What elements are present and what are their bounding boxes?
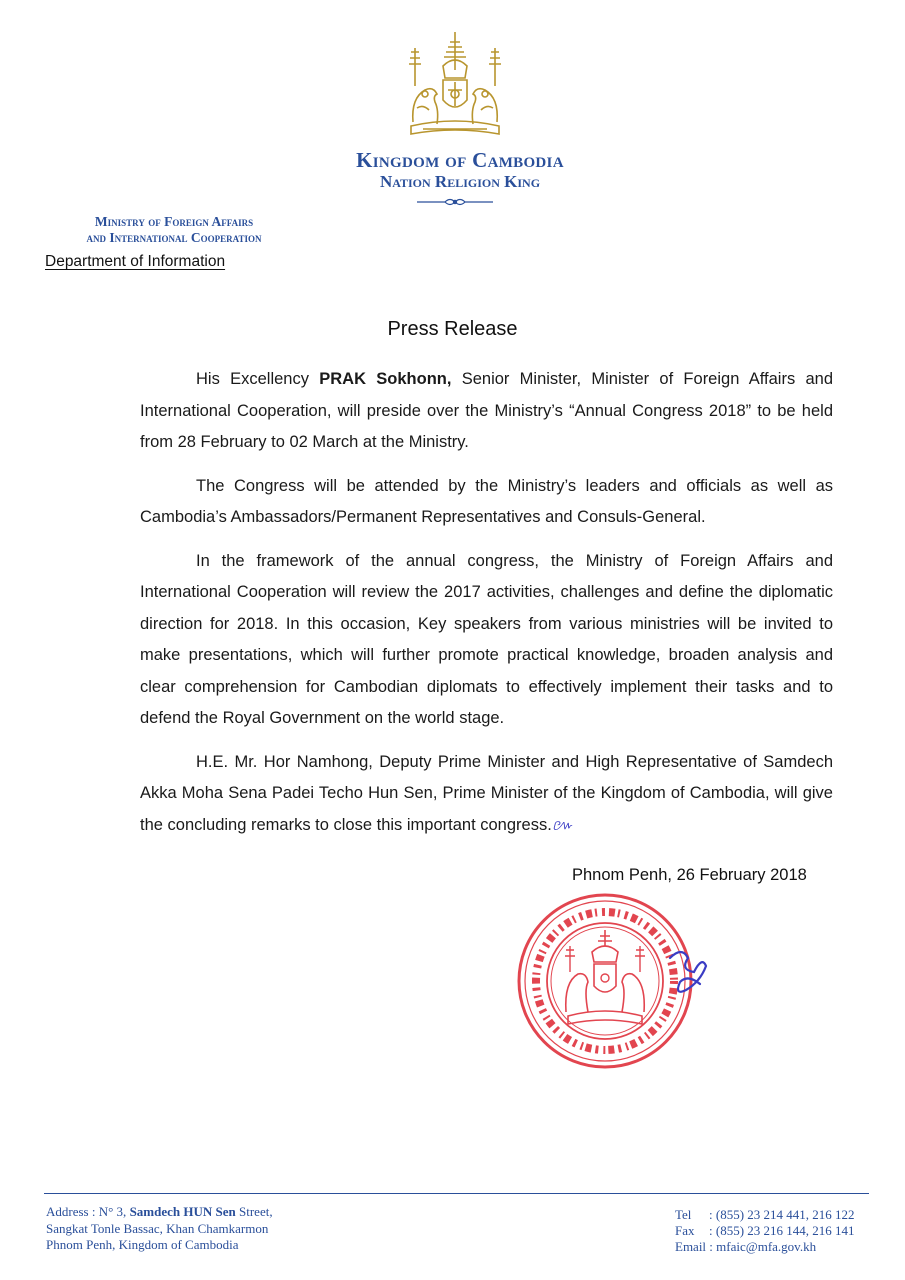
contact-fax: Fax : (855) 23 216 144, 216 141 (675, 1223, 855, 1238)
address-line2: Sangkat Tonle Bassac, Khan Chamkarmon (46, 1220, 269, 1236)
address-line3: Phnom Penh, Kingdom of Cambodia (46, 1237, 239, 1252)
kingdom-motto: Nation Religion King (379, 172, 541, 191)
contact-tel: Tel : (855) 23 214 441, 216 122 (675, 1207, 855, 1222)
end-mark: ៚ (551, 816, 574, 834)
divider-ornament-icon (415, 196, 495, 208)
department-name: Department of Information (45, 253, 226, 270)
royal-coat-of-arms-icon (403, 30, 507, 138)
paragraph-2: The Congress will be attended by the Ministry’s leaders and officials as well as Cambodia’s Ambassadors/Permanent Representatives and Consuls-General. (140, 476, 833, 526)
contact-email: Email : mfaic@mfa.gov.kh (675, 1239, 817, 1254)
kingdom-title: Kingdom of Cambodia (356, 148, 564, 172)
footer-contact (675, 1207, 855, 1255)
ministry-name-line1: Ministry of Foreign Affairs (94, 214, 254, 229)
paragraph-1: His Excellency PRAK Sokhonn, Senior Minister, Minister of Foreign Affairs and International Cooperation, will preside over the Ministry’s “Annual Congress 2018” to be held from 28 February to 02 March at the Ministry. (140, 370, 834, 451)
minister-name: PRAK Sokhonn, (319, 370, 452, 388)
footer-address: Address : N° 3, Samdech HUN Sen Street, Sangkat Tonle Bassac, Khan Chamkarmon Phnom Penh, Kingdom of Cambodia (46, 1204, 273, 1252)
press-release-body (140, 364, 833, 853)
document-title: Press Release (387, 318, 518, 340)
paragraph-4: H.E. Mr. Hor Namhong, Deputy Prime Minister and High Representative of Samdech Akka Moha Sena Padei Techo Hun Sen, Prime Minister of the Kingdom of Cambodia, will give the concluding remarks to close this important congress.៚ (140, 752, 833, 834)
ministry-name-line2: and International Cooperation (86, 230, 262, 245)
official-ministry-seal-icon (510, 886, 720, 1076)
address-street: Samdech HUN Sen (129, 1204, 236, 1219)
dateline: Phnom Penh, 26 February 2018 (572, 866, 807, 884)
footer-rule (44, 1193, 869, 1194)
email-address: : mfaic@mfa.gov.kh (709, 1239, 817, 1254)
paragraph-3: In the framework of the annual congress, the Ministry of Foreign Affairs and International Cooperation will review the 2017 activities, challenges and define the diplomatic direction for 2018. In this occasion, Key speakers from various ministries will be invited to make presentations, which will further promote practical knowledge, broaden analysis and clear comprehension for Cambodian diplomats to effectively implement their tasks and to defend the Royal Government on the world stage. (140, 551, 833, 727)
